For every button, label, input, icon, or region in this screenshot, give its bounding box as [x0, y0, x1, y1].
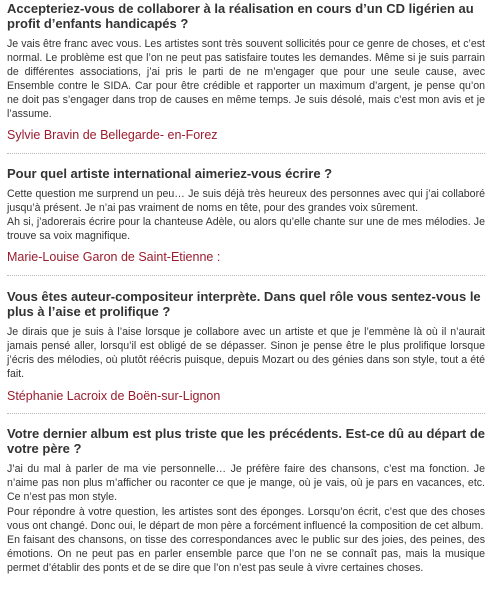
question-author: Marie-Louise Garon de Saint-Etienne :	[7, 250, 221, 265]
qa-block	[7, 154, 485, 276]
answer-paragraph: Cette question me surprend un peu… Je suis déjà très heureux des personnes avec qui j’ai collaboré jusqu’à présent. Je n’ai pas vraiment de noms en tête, pour des grandes voix sûrement.	[7, 188, 485, 215]
question-author: Stéphanie Lacroix de Boën-sur-Lignon	[7, 388, 221, 403]
answer-paragraph: Ah si, j’adorerais écrire pour la chanteuse Adèle, ou alors qu’elle chante sur une de mes mélodies. Je trouve sa voix magnifique.	[7, 216, 485, 243]
qa-block	[7, 414, 485, 576]
qa-block	[7, 276, 485, 414]
question-heading: Votre dernier album est plus triste que les précédents. Est-ce dû au départ de votre père ?	[7, 425, 486, 456]
interview-article	[7, 0, 485, 576]
question-heading: Accepteriez-vous de collaborer à la réalisation en cours d’un CD ligérien au profit d’enfants handicapés ?	[7, 1, 474, 31]
answer-paragraph: En faisant des chansons, on tisse des correspondances avec le public sur des joies, des peines, des émotions. On ne peut pas en parler ensemble parce que l’on ne se connaît pas, mais la musique permet d’établir des ponts et de se dire que l’on n’est pas seule à vivre certaines choses.	[7, 534, 485, 575]
qa-block	[7, 0, 485, 154]
question-heading: Vous êtes auteur-compositeur interprète. Dans quel rôle vous sentez-vous le plus à l’aise et prolifique ?	[7, 289, 481, 320]
answer-paragraph: Je vais être franc avec vous. Les artistes sont très souvent sollicités pour ce genre de choses, et c’est normal. Le problème est que l’on ne peut pas satisfaire toutes les demandes. Même si je suis parrain de différentes associations, j’ai pris le parti de ne m’engager que pour une seule cause, avec Ensemble contre le SIDA. Car pour être crédible et rapporter un maximum d’argent, je pense qu’on ne doit pas s’engager dans trop de causes en même temps. Je suis désolé, mais c’est mon avis et je l’assume.	[7, 38, 485, 120]
question-heading: Pour quel artiste international aimeriez-vous écrire ?	[7, 166, 333, 182]
answer-paragraph: Pour répondre à votre question, les artistes sont des éponges. Lorsqu’on écrit, c’est que des choses vous ont changé. Donc oui, le départ de mon père a forcément influencé la composition de cet album.	[7, 506, 485, 533]
answer-paragraph: J’ai du mal à parler de ma vie personnelle… Je préfère faire des chansons, c’est ma fonction. Je n’aime pas non plus m’afficher ou raconter ce que je mange, où je vais, où je pars en vacances, etc. Ce n’est pas mon style.	[7, 462, 485, 503]
answer-paragraph: Je dirais que je suis à l’aise lorsque je collabore avec un artiste et que je l’emmène là où il n’aurait jamais pensé aller, lorsqu’il est obligé de se dépasser. Sinon je pense être le plus prolifique lorsque j’écris des mélodies, où plutôt réécris puisque, depuis Mozart ou des génies dans son style, tout a été fait.	[7, 326, 485, 380]
question-author: Sylvie Bravin de Bellegarde- en-Forez	[7, 128, 218, 143]
